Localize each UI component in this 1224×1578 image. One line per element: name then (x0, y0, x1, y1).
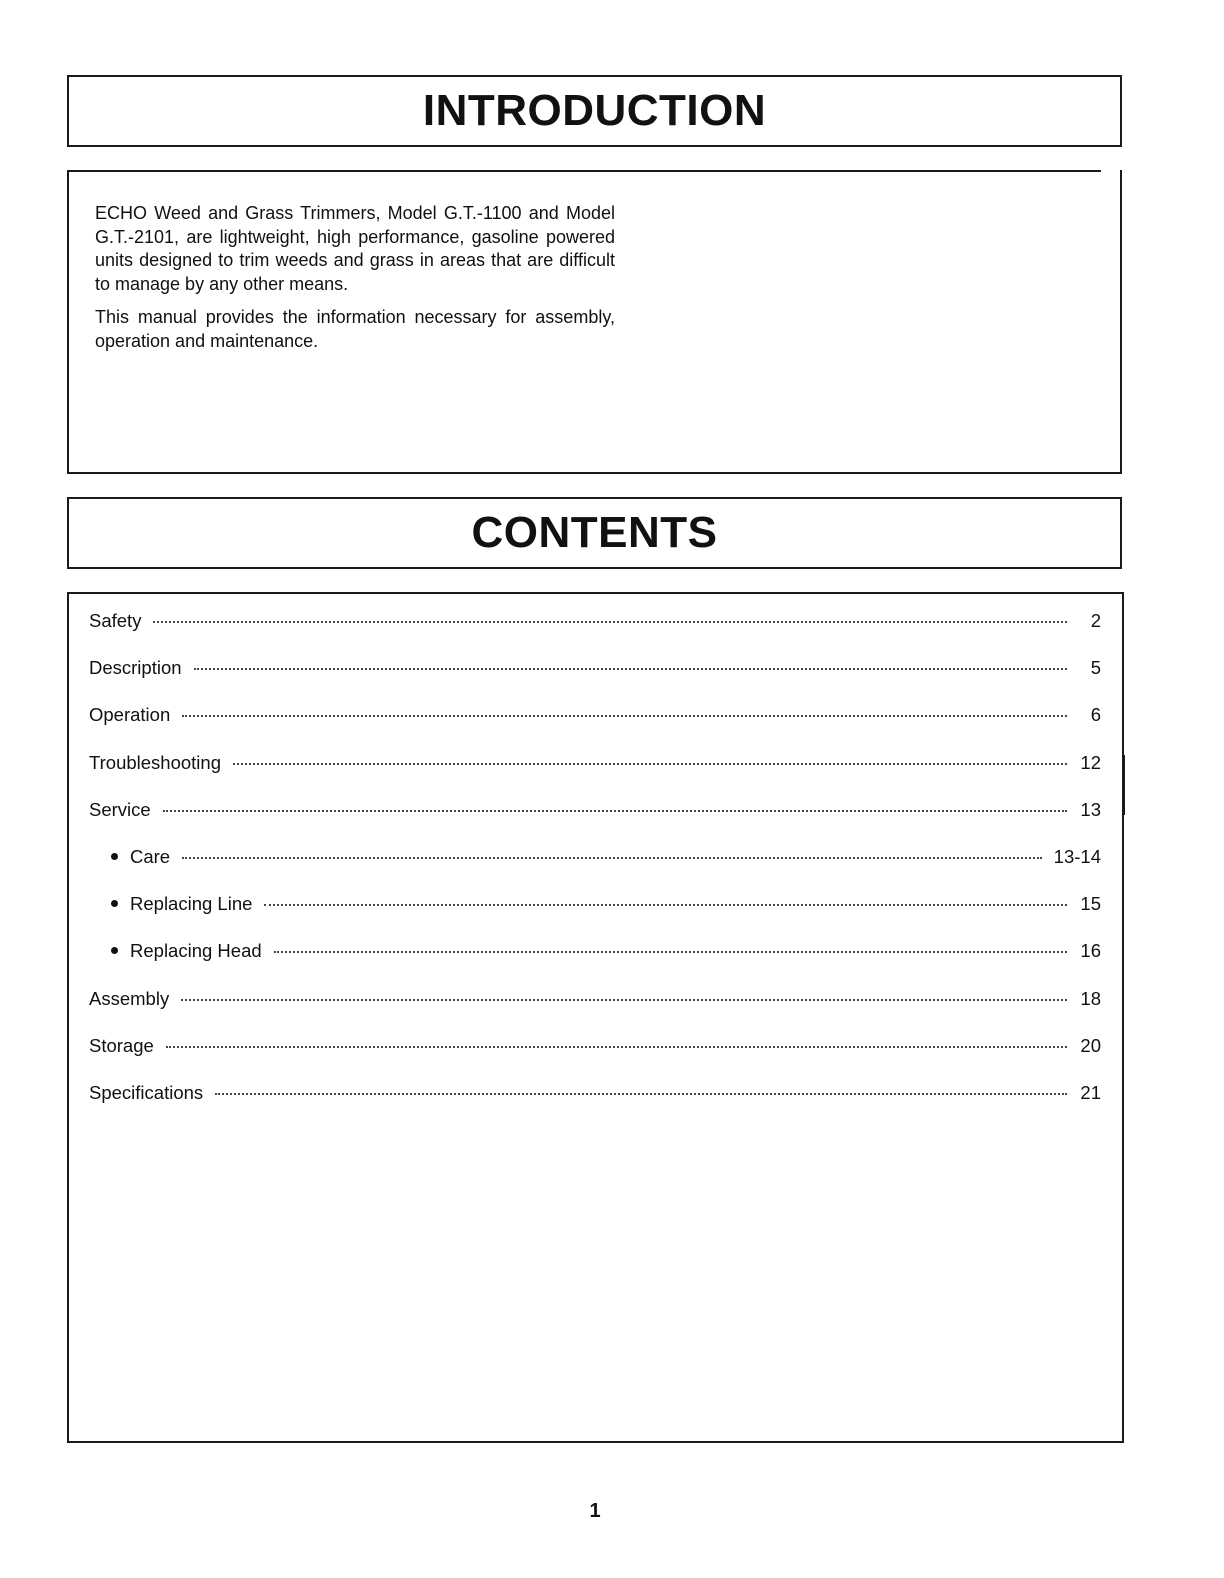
toc-item-operation[interactable] (89, 704, 1101, 751)
toc-item-specifications[interactable] (89, 1082, 1101, 1129)
introduction-text (95, 202, 615, 363)
toc-label: Storage (89, 1034, 154, 1056)
toc-item-description[interactable] (89, 657, 1101, 704)
toc-label: Specifications (89, 1081, 204, 1103)
toc-label: Safety (89, 610, 142, 631)
toc-label: Assembly (89, 987, 170, 1009)
toc-leader-dots (274, 951, 1067, 953)
bullet-icon (111, 900, 118, 907)
toc-page-number: 20 (1080, 1034, 1101, 1056)
toc-label: Troubleshooting (89, 751, 221, 773)
toc-page-number: 13 (1080, 798, 1101, 820)
toc-label (89, 893, 260, 915)
margin-mark (1122, 755, 1125, 815)
toc-page-number: 12 (1080, 751, 1101, 773)
toc-item-service[interactable] (89, 799, 1101, 846)
bullet-icon (111, 853, 118, 860)
contents-header (67, 497, 1122, 569)
toc-label-text: Care (130, 845, 171, 867)
table-of-contents (89, 610, 1101, 1129)
toc-leader-dots (181, 999, 1067, 1001)
contents-title: CONTENTS (471, 508, 718, 557)
toc-label-text: Replacing Line (130, 893, 253, 915)
toc-page-number: 5 (1090, 657, 1101, 679)
toc-page-number: 15 (1080, 893, 1101, 915)
toc-page-number: 13-14 (1053, 845, 1101, 867)
toc-item-troubleshooting[interactable] (89, 752, 1101, 799)
toc-label-text: Replacing Head (130, 940, 262, 962)
toc-label (89, 846, 178, 868)
toc-leader-dots (153, 621, 1067, 623)
toc-page-number: 21 (1080, 1081, 1101, 1103)
bullet-icon (111, 947, 118, 954)
toc-leader-dots (264, 904, 1067, 906)
toc-label: Description (89, 657, 182, 679)
toc-label: Service (89, 798, 151, 820)
toc-item-replacing-head[interactable] (89, 940, 1101, 987)
introduction-panel (67, 170, 1122, 474)
toc-leader-dots (194, 668, 1067, 670)
toc-leader-dots (182, 857, 1042, 859)
toc-page-number: 18 (1080, 987, 1101, 1009)
toc-leader-dots (233, 763, 1067, 765)
toc-label: Operation (89, 704, 171, 726)
intro-paragraph-1: ECHO Weed and Grass Trimmers, Model G.T.-1100 and Model G.T.-2101, are lightweight, high performance, gasoline powered units designed to trim weeds and grass in areas that are difficult to manage by any other means. (95, 203, 615, 294)
toc-leader-dots (182, 715, 1067, 717)
intro-paragraph-2: This manual provides the information necessary for assembly, operation and maintenance. (95, 307, 615, 351)
page-number: 1 (589, 1500, 601, 1522)
introduction-header (67, 75, 1122, 147)
toc-item-assembly[interactable] (89, 988, 1101, 1035)
toc-item-storage[interactable] (89, 1035, 1101, 1082)
toc-item-care[interactable] (89, 846, 1101, 893)
toc-label (89, 940, 270, 962)
toc-leader-dots (163, 810, 1067, 812)
toc-leader-dots (166, 1046, 1067, 1048)
toc-page-number: 16 (1080, 940, 1101, 962)
contents-panel (67, 592, 1124, 1443)
toc-leader-dots (215, 1093, 1067, 1095)
toc-item-replacing-line[interactable] (89, 893, 1101, 940)
toc-item-safety[interactable] (89, 610, 1101, 657)
toc-page-number: 6 (1090, 704, 1101, 726)
introduction-title: INTRODUCTION (422, 86, 767, 135)
toc-page-number: 2 (1090, 610, 1101, 631)
